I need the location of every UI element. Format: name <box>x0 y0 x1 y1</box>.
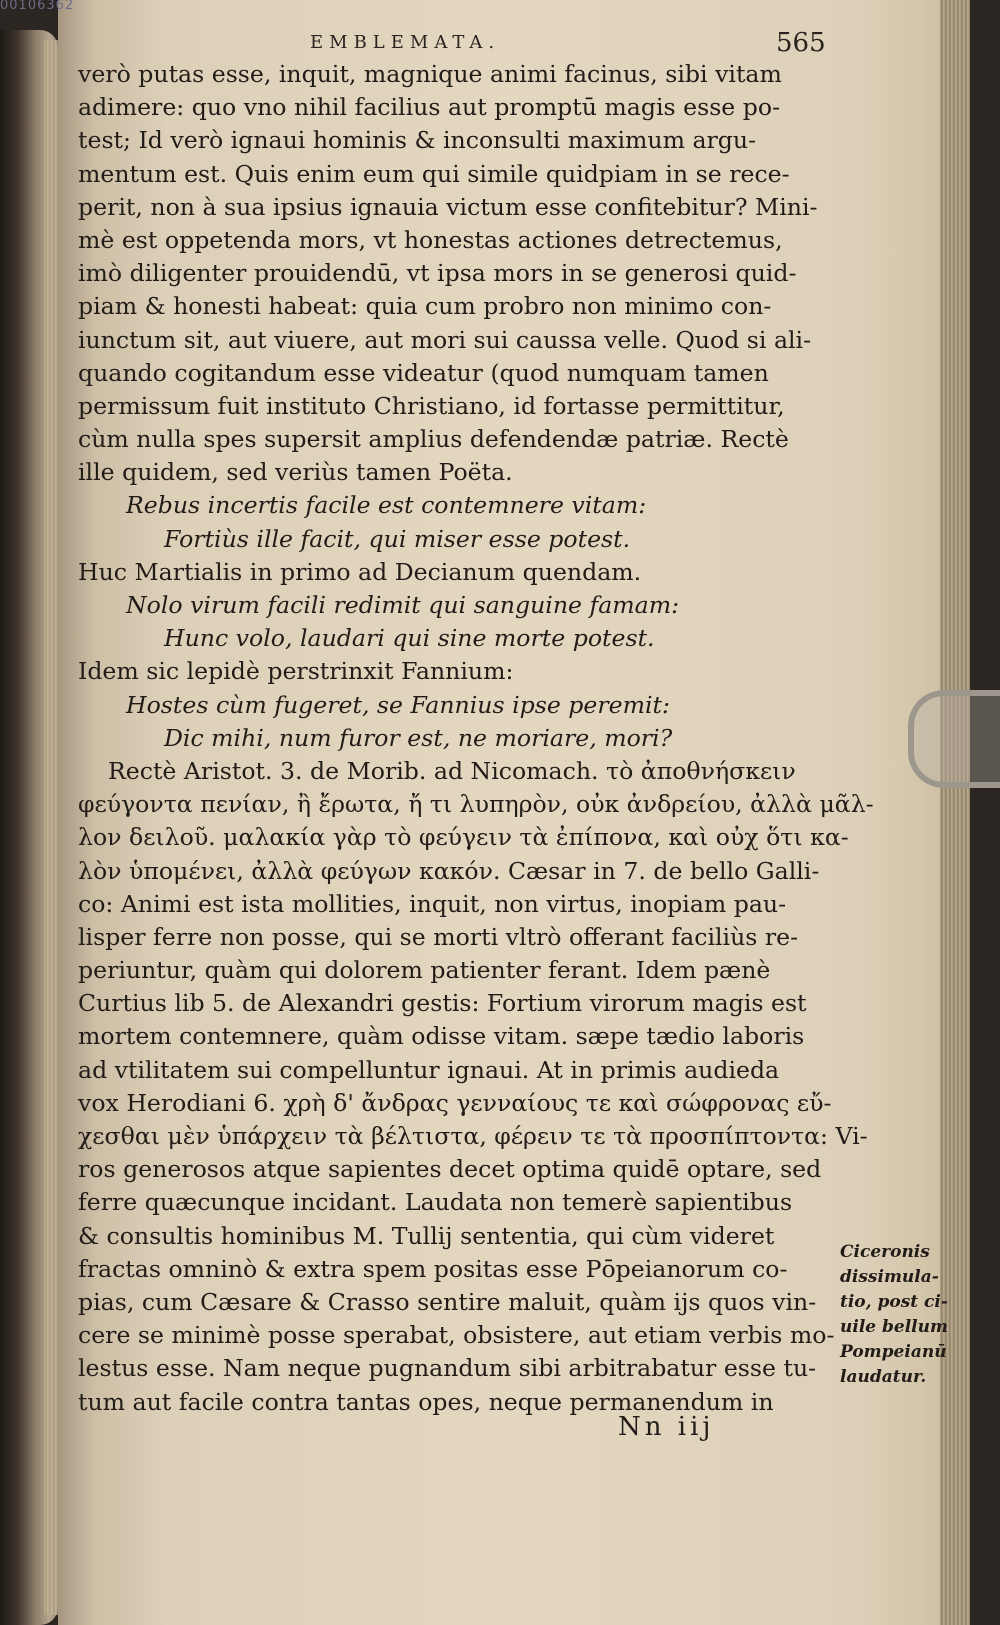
text-line: φεύγοντα πενίαν, ἢ ἔρωτα, ἤ τι λυπηρὸν, οὐκ ἀνδρείου, ἀλλὰ μᾶλ- <box>78 790 874 819</box>
text-line: mentum est. Quis enim eum qui simile quidpiam in se rece- <box>78 159 790 188</box>
signature-mark: Nn iij <box>618 1412 715 1442</box>
text-line: co: Animi est ista mollities, inquit, non virtus, inopiam pau- <box>78 889 787 918</box>
text-line: Rebus incertis facile est contemnere vitam: <box>126 491 647 520</box>
text-line: ferre quæcunque incidant. Laudata non temerè sapientibus <box>78 1188 793 1217</box>
text-line: Idem sic lepidè perstrinxit Fannium: <box>78 657 514 686</box>
text-line: piam & honesti habeat: quia cum probro non minimo con- <box>78 292 772 321</box>
text-line: perit, non à sua ipsius ignauia victum esse confitebitur? Mini- <box>78 192 818 221</box>
text-line: Fortiùs ille facit, qui miser esse potest. <box>164 524 631 553</box>
running-title: EMBLEMATA. <box>310 32 501 53</box>
margin-note-line: laudatur. <box>840 1367 927 1387</box>
text-line: lestus esse. Nam neque pugnandum sibi arbitrabatur esse tu- <box>78 1354 817 1383</box>
text-line: Dic mihi, num furor est, ne moriare, mori? <box>164 723 673 752</box>
page-number: 565 <box>776 28 826 58</box>
text-line: pias, cum Cæsare & Crasso sentire maluit, quàm ijs quos vin- <box>78 1287 817 1316</box>
text-line: quando cogitandum esse videatur (quod numquam tamen <box>78 358 769 387</box>
text-line: Rectè Aristot. 3. de Morib. ad Nicomach. τὸ ἀποθνήσκειν <box>108 756 796 785</box>
text-line: verò putas esse, inquit, magnique animi facinus, sibi vitam <box>78 60 782 88</box>
text-line: Curtius lib 5. de Alexandri gestis: Fortium virorum magis est <box>78 989 807 1018</box>
text-line: cùm nulla spes supersit amplius defendendæ patriæ. Rectè <box>78 425 789 454</box>
text-line: cere se minimè posse sperabat, obsistere, aut etiam verbis mo- <box>78 1321 835 1350</box>
margin-note-line: Pompeianū <box>840 1342 947 1362</box>
text-line: test; Id verò ignaui hominis & inconsulti maximum argu- <box>78 126 757 155</box>
text-line: χεσθαι μὲν ὑπάρχειν τὰ βέλτιστα, φέρειν τε τὰ προσπίπτοντα: Vi- <box>78 1122 868 1150</box>
text-line: mè est oppetenda mors, vt honestas actiones detrectemus, <box>78 225 783 254</box>
text-line: fractas omninò & extra spem positas esse Pōpeianorum co- <box>78 1254 788 1283</box>
body-text <box>78 58 874 1419</box>
margin-note-line: dissimula- <box>840 1267 939 1287</box>
text-line: & consultis hominibus M. Tullij sententia, qui cùm videret <box>78 1221 775 1250</box>
margin-note-line: Ciceronis <box>840 1242 930 1262</box>
text-line: Nolo virum facili redimit qui sanguine famam: <box>126 591 680 619</box>
scan-id-label: 00106362 <box>0 0 75 13</box>
text-line: Hunc volo, laudari qui sine morte potest. <box>164 624 655 653</box>
text-line: tum aut facile contra tantas opes, neque permanendum in <box>78 1387 774 1416</box>
text-line: imò diligenter prouidendū, vt ipsa mors in se generosi quid- <box>78 259 797 288</box>
margin-note-line: uile bellum <box>840 1317 948 1337</box>
text-line: mortem contemnere, quàm odisse vitam. sæpe tædio laboris <box>78 1022 805 1051</box>
text-line: ille quidem, sed veriùs tamen Poëta. <box>78 458 513 487</box>
text-line: permissum fuit instituto Christiano, id fortasse permittitur, <box>78 391 785 420</box>
text-line: periuntur, quàm qui dolorem patienter ferant. Idem pænè <box>78 956 771 985</box>
margin-note-line: tio, post ci- <box>840 1292 948 1312</box>
text-line: adimere: quo vno nihil facilius aut promptū magis esse po- <box>78 93 781 122</box>
page-clip <box>908 690 1000 788</box>
text-line: λὸν ὑπομένει, ἀλλὰ φεύγων κακόν. Cæsar in 7. de bello Galli- <box>78 856 820 885</box>
margin-note <box>840 1240 970 1390</box>
text-line: ad vtilitatem sui compelluntur ignaui. At in primis audieda <box>78 1055 780 1084</box>
text-line: λον δειλοῦ. μαλακία γὰρ τὸ φεύγειν τὰ ἐπίπονα, καὶ οὐχ ὅτι κα- <box>78 823 849 852</box>
text-line: lisper ferre non posse, qui se morti vltrò offerant faciliùs re- <box>78 922 799 951</box>
text-line: iunctum sit, aut viuere, aut mori sui caussa velle. Quod si ali- <box>78 325 812 354</box>
text-line: Huc Martialis in primo ad Decianum quendam. <box>78 557 642 586</box>
text-line: Hostes cùm fugeret, se Fannius ipse peremit: <box>126 690 670 719</box>
text-line: ros generosos atque sapientes decet optima quidē optare, sed <box>78 1155 822 1184</box>
text-line: vox Herodiani 6. χρὴ δ' ἄνδρας γενναίους τε καὶ σώφρονας εὔ- <box>78 1088 832 1117</box>
